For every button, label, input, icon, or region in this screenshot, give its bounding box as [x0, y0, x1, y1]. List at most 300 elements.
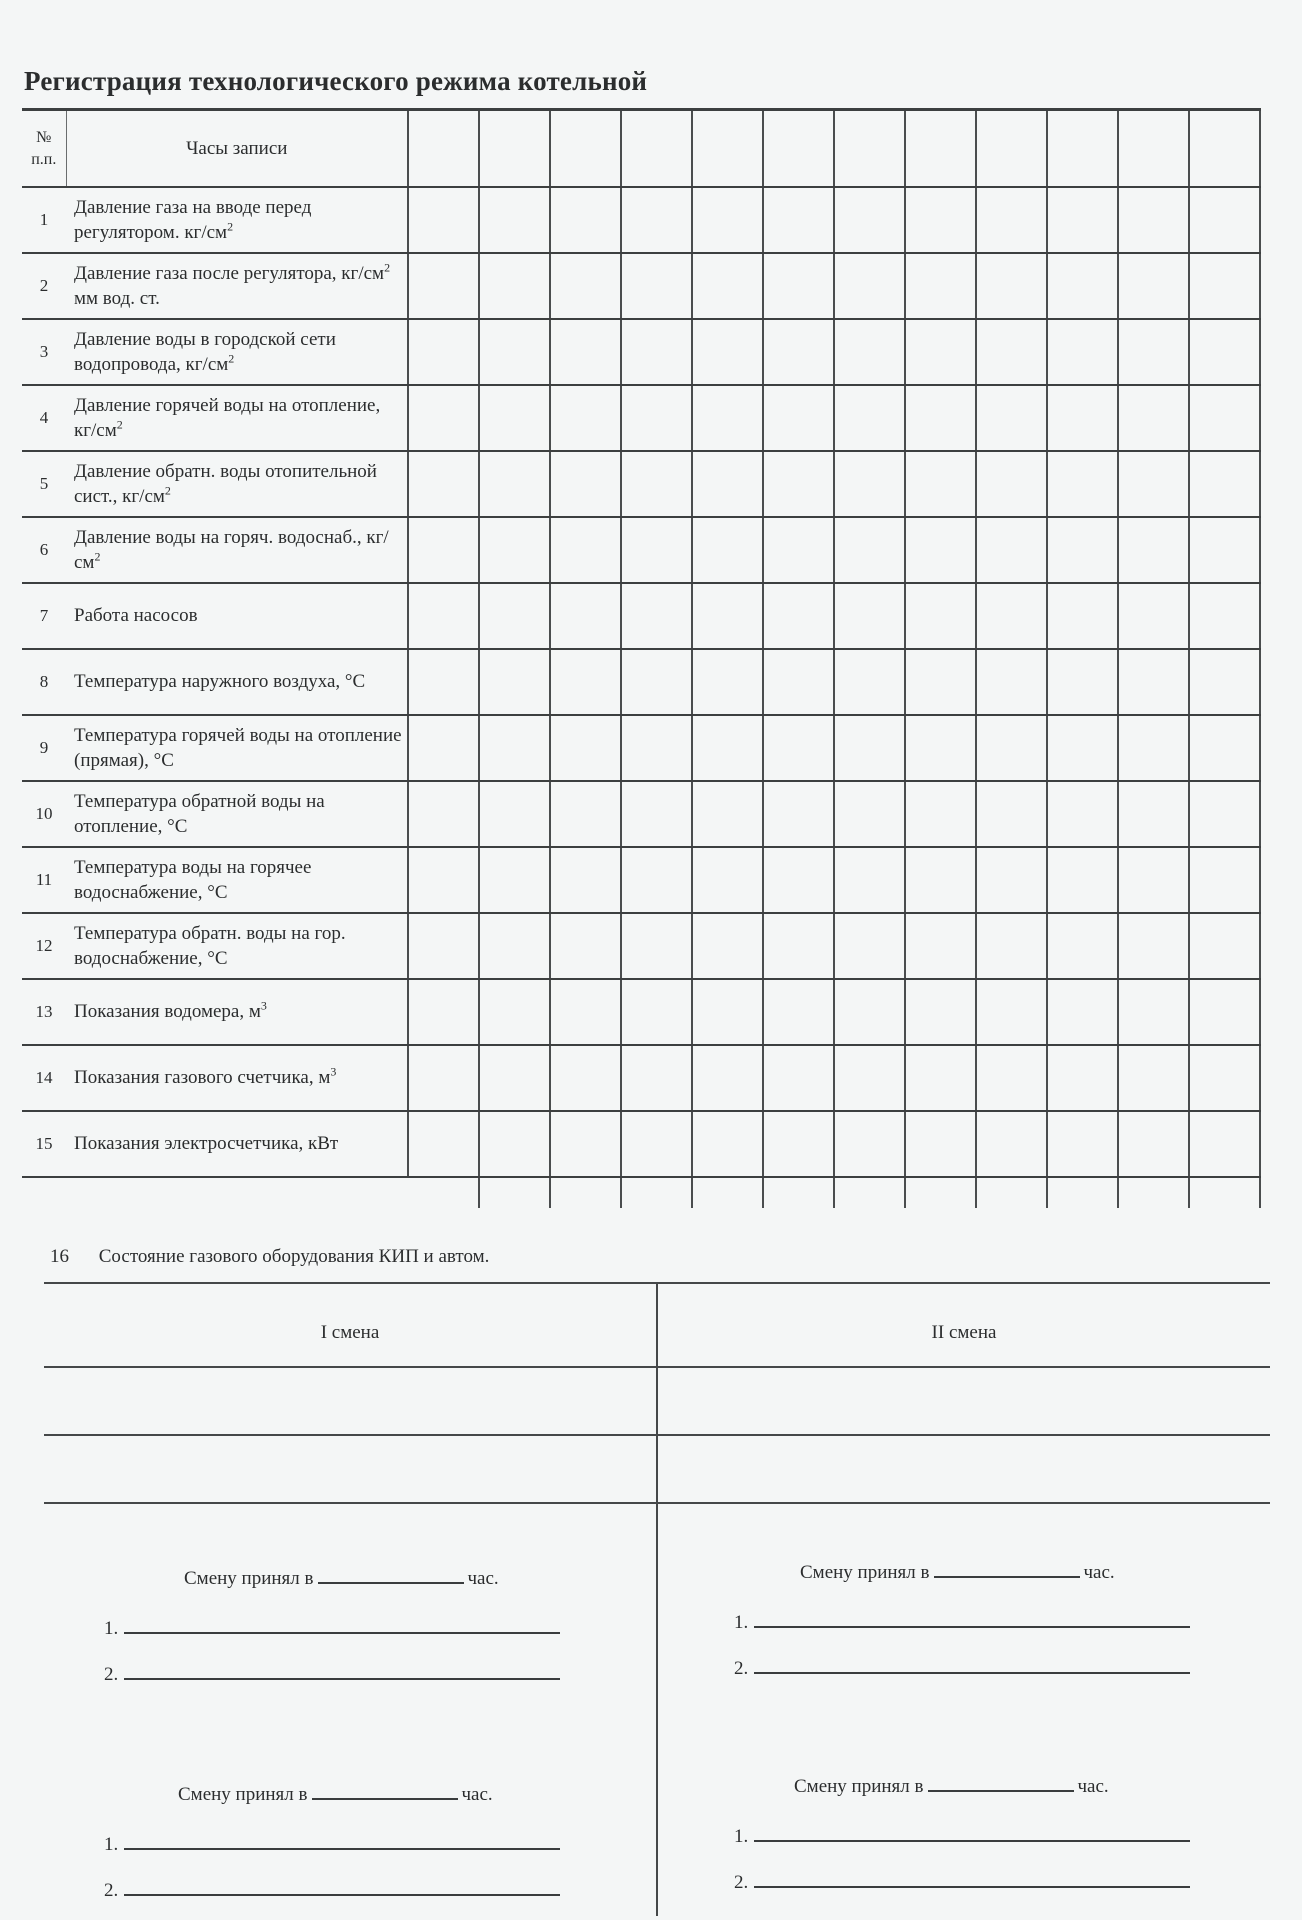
signature-blank[interactable] — [754, 1870, 1190, 1888]
reading-entry-cell[interactable] — [479, 1045, 550, 1111]
parameter-label — [66, 385, 408, 451]
item-16-number: 16 — [50, 1246, 69, 1267]
hour-entry-cell[interactable] — [1118, 110, 1189, 188]
reading-entry-cell[interactable] — [692, 385, 763, 451]
reading-entry-cell[interactable] — [692, 451, 763, 517]
handover-prefix: Смену принял в — [800, 1562, 930, 1583]
reading-entry-cell[interactable] — [834, 319, 905, 385]
signature-number: 1. — [104, 1618, 119, 1639]
reading-entry-cell[interactable] — [905, 517, 976, 583]
reading-entry-cell[interactable] — [763, 583, 834, 649]
reading-entry-cell[interactable] — [976, 1111, 1047, 1177]
reading-entry-cell[interactable] — [834, 979, 905, 1045]
row-number: 2 — [22, 253, 66, 319]
reading-entry-cell[interactable] — [408, 979, 479, 1045]
parameter-text: Температура горячей воды на отопление (прямая), °С — [74, 724, 402, 771]
reading-entry-cell[interactable] — [1118, 187, 1189, 253]
reading-entry-cell[interactable] — [905, 187, 976, 253]
reading-entry-cell[interactable] — [1047, 253, 1118, 319]
reading-entry-cell[interactable] — [408, 847, 479, 913]
reading-entry-cell[interactable] — [479, 385, 550, 451]
reading-entry-cell[interactable] — [1047, 715, 1118, 781]
reading-entry-cell[interactable] — [763, 913, 834, 979]
reading-entry-cell[interactable] — [763, 1111, 834, 1177]
hour-entry-cell[interactable] — [550, 110, 621, 188]
reading-entry-cell[interactable] — [479, 847, 550, 913]
reading-entry-cell[interactable] — [550, 1045, 621, 1111]
reading-entry-cell[interactable] — [408, 253, 479, 319]
reading-entry-cell[interactable] — [834, 781, 905, 847]
reading-entry-cell[interactable] — [1047, 781, 1118, 847]
row-number: 12 — [22, 913, 66, 979]
reading-entry-cell[interactable] — [763, 319, 834, 385]
reading-entry-cell[interactable] — [1118, 715, 1189, 781]
row-number: 3 — [22, 319, 66, 385]
reading-entry-cell[interactable] — [1118, 913, 1189, 979]
reading-entry-cell[interactable] — [1189, 715, 1260, 781]
reading-entry-cell[interactable] — [976, 385, 1047, 451]
signature-number: 1. — [104, 1834, 119, 1855]
row-number: 6 — [22, 517, 66, 583]
reading-entry-cell[interactable] — [905, 913, 976, 979]
parameter-label — [66, 1111, 408, 1177]
reading-entry-cell[interactable] — [1189, 319, 1260, 385]
reading-entry-cell[interactable] — [763, 385, 834, 451]
reading-entry-cell[interactable] — [692, 187, 763, 253]
reading-entry-cell[interactable] — [479, 649, 550, 715]
handover-time-line — [794, 1772, 1109, 1798]
reading-entry-cell[interactable] — [621, 187, 692, 253]
reading-entry-cell[interactable] — [905, 319, 976, 385]
reading-entry-cell[interactable] — [1118, 517, 1189, 583]
parameter-label — [66, 319, 408, 385]
reading-entry-cell[interactable] — [692, 583, 763, 649]
handover-time-line — [184, 1564, 499, 1590]
table-row — [22, 253, 1260, 319]
reading-entry-cell[interactable] — [621, 979, 692, 1045]
table-row — [22, 979, 1260, 1045]
reading-entry-cell[interactable] — [1118, 385, 1189, 451]
handover-time-blank[interactable] — [318, 1564, 464, 1584]
reading-entry-cell[interactable] — [763, 517, 834, 583]
handover-time-line — [800, 1558, 1115, 1584]
reading-entry-cell[interactable] — [550, 517, 621, 583]
reading-entry-cell[interactable] — [408, 913, 479, 979]
reading-entry-cell[interactable] — [1189, 979, 1260, 1045]
signature-line — [734, 1870, 1190, 1894]
hour-entry-cell[interactable] — [1189, 110, 1260, 188]
reading-entry-cell[interactable] — [621, 715, 692, 781]
reading-entry-cell[interactable] — [692, 979, 763, 1045]
reading-entry-cell[interactable] — [976, 517, 1047, 583]
reading-entry-cell[interactable] — [692, 517, 763, 583]
handover-time-line — [178, 1780, 493, 1806]
unit-superscript: 2 — [227, 219, 234, 234]
reading-entry-cell[interactable] — [763, 979, 834, 1045]
reading-entry-cell[interactable] — [479, 319, 550, 385]
parameter-text: Давление воды на горяч. водоснаб., кг/см — [74, 526, 389, 573]
reading-entry-cell[interactable] — [1118, 847, 1189, 913]
reading-entry-cell[interactable] — [408, 1111, 479, 1177]
reading-entry-cell[interactable] — [1047, 913, 1118, 979]
reading-entry-cell[interactable] — [905, 583, 976, 649]
hour-entry-cell[interactable] — [692, 110, 763, 188]
reading-entry-cell[interactable] — [692, 1111, 763, 1177]
reading-entry-cell[interactable] — [621, 517, 692, 583]
row-number: 5 — [22, 451, 66, 517]
row-number: 14 — [22, 1045, 66, 1111]
column-line-extension — [692, 1177, 763, 1208]
reading-entry-cell[interactable] — [1118, 649, 1189, 715]
table-row — [22, 451, 1260, 517]
unit-superscript: 2 — [228, 351, 235, 366]
table-row — [22, 517, 1260, 583]
reading-entry-cell[interactable] — [834, 451, 905, 517]
reading-entry-cell[interactable] — [479, 187, 550, 253]
signature-blank[interactable] — [124, 1662, 560, 1680]
reading-entry-cell[interactable] — [408, 781, 479, 847]
item-16-text: Состояние газового оборудования КИП и автом. — [98, 1246, 490, 1267]
reading-entry-cell[interactable] — [1189, 253, 1260, 319]
reading-entry-cell[interactable] — [550, 913, 621, 979]
reading-entry-cell[interactable] — [479, 781, 550, 847]
reading-entry-cell[interactable] — [905, 715, 976, 781]
reading-entry-cell[interactable] — [976, 451, 1047, 517]
parameter-label — [66, 451, 408, 517]
reading-entry-cell[interactable] — [550, 649, 621, 715]
table-row — [22, 319, 1260, 385]
reading-entry-cell[interactable] — [1047, 847, 1118, 913]
header-number-label: № п.п. — [31, 128, 57, 168]
signature-blank[interactable] — [124, 1878, 560, 1896]
signature-number: 1. — [734, 1826, 749, 1847]
hour-entry-cell[interactable] — [976, 110, 1047, 188]
reading-entry-cell[interactable] — [763, 187, 834, 253]
reading-entry-cell[interactable] — [550, 781, 621, 847]
signature-number: 2. — [104, 1880, 119, 1901]
table-row — [22, 649, 1260, 715]
handover-prefix: Смену принял в — [178, 1784, 308, 1805]
unit-superscript: 2 — [116, 417, 123, 432]
table-row — [22, 847, 1260, 913]
reading-entry-cell[interactable] — [1047, 1111, 1118, 1177]
reading-entry-cell[interactable] — [550, 385, 621, 451]
reading-entry-cell[interactable] — [1189, 1045, 1260, 1111]
signature-line — [734, 1824, 1190, 1848]
table-row — [22, 385, 1260, 451]
handover-prefix: Смену принял в — [184, 1568, 314, 1589]
reading-entry-cell[interactable] — [550, 1111, 621, 1177]
reading-entry-cell[interactable] — [976, 649, 1047, 715]
reading-entry-cell[interactable] — [692, 1045, 763, 1111]
reading-entry-cell[interactable] — [692, 319, 763, 385]
reading-entry-cell[interactable] — [905, 847, 976, 913]
reading-entry-cell[interactable] — [1189, 1111, 1260, 1177]
reading-entry-cell[interactable] — [834, 517, 905, 583]
signature-blank[interactable] — [754, 1824, 1190, 1842]
reading-entry-cell[interactable] — [479, 451, 550, 517]
reading-entry-cell[interactable] — [1047, 451, 1118, 517]
reading-entry-cell[interactable] — [1118, 253, 1189, 319]
table-row — [22, 583, 1260, 649]
reading-entry-cell[interactable] — [1047, 583, 1118, 649]
reading-entry-cell[interactable] — [692, 649, 763, 715]
reading-entry-cell[interactable] — [834, 715, 905, 781]
reading-entry-cell[interactable] — [905, 253, 976, 319]
reading-entry-cell[interactable] — [692, 715, 763, 781]
reading-entry-cell[interactable] — [1189, 583, 1260, 649]
parameter-text: Давление горячей воды на отопление, кг/см — [74, 394, 381, 441]
reading-entry-cell[interactable] — [479, 517, 550, 583]
signature-blank[interactable] — [124, 1832, 560, 1850]
reading-entry-cell[interactable] — [550, 715, 621, 781]
reading-entry-cell[interactable] — [1118, 583, 1189, 649]
reading-entry-cell[interactable] — [1189, 781, 1260, 847]
column-line-extension — [763, 1177, 834, 1208]
unit-superscript: 3 — [330, 1065, 337, 1080]
reading-entry-cell[interactable] — [976, 319, 1047, 385]
reading-entry-cell[interactable] — [834, 649, 905, 715]
parameter-text: Температура обратной воды на отопление, °С — [74, 790, 325, 837]
parameter-label — [66, 913, 408, 979]
row-number: 13 — [22, 979, 66, 1045]
parameter-text: Показания газового счетчика, м — [74, 1067, 331, 1089]
parameter-label — [66, 253, 408, 319]
handover-time-blank[interactable] — [928, 1772, 1074, 1792]
hour-entry-cell[interactable] — [763, 110, 834, 188]
reading-entry-cell[interactable] — [408, 1045, 479, 1111]
shift-column-divider — [656, 1282, 658, 1916]
reading-entry-cell[interactable] — [976, 187, 1047, 253]
parameter-text: Давление обратн. воды отопительной сист., кг/см — [74, 460, 377, 507]
reading-entry-cell[interactable] — [1118, 1111, 1189, 1177]
reading-entry-cell[interactable] — [763, 715, 834, 781]
row-number: 9 — [22, 715, 66, 781]
column-line-extension — [408, 1177, 479, 1208]
reading-entry-cell[interactable] — [621, 913, 692, 979]
parameter-text: Давление газа после регулятора, кг/см — [74, 262, 385, 284]
reading-entry-cell[interactable] — [1189, 187, 1260, 253]
column-line-extension — [621, 1177, 692, 1208]
signature-blank[interactable] — [754, 1610, 1190, 1628]
reading-entry-cell[interactable] — [479, 583, 550, 649]
reading-entry-cell[interactable] — [976, 253, 1047, 319]
reading-entry-cell[interactable] — [834, 187, 905, 253]
reading-entry-cell[interactable] — [1047, 319, 1118, 385]
reading-entry-cell[interactable] — [550, 583, 621, 649]
parameter-label — [66, 979, 408, 1045]
reading-entry-cell[interactable] — [976, 847, 1047, 913]
reading-entry-cell[interactable] — [621, 1045, 692, 1111]
reading-entry-cell[interactable] — [763, 649, 834, 715]
reading-entry-cell[interactable] — [550, 979, 621, 1045]
reading-entry-cell[interactable] — [834, 253, 905, 319]
reading-entry-cell[interactable] — [976, 1045, 1047, 1111]
reading-entry-cell[interactable] — [550, 187, 621, 253]
reading-entry-cell[interactable] — [834, 583, 905, 649]
handover-prefix: Смену принял в — [794, 1776, 924, 1797]
row-number: 11 — [22, 847, 66, 913]
reading-entry-cell[interactable] — [1189, 913, 1260, 979]
parameter-label — [66, 649, 408, 715]
reading-entry-cell[interactable] — [1189, 649, 1260, 715]
reading-entry-cell[interactable] — [763, 1045, 834, 1111]
reading-entry-cell[interactable] — [621, 847, 692, 913]
reading-entry-cell[interactable] — [692, 847, 763, 913]
reading-entry-cell[interactable] — [1047, 649, 1118, 715]
reading-entry-cell[interactable] — [834, 913, 905, 979]
reading-entry-cell[interactable] — [1047, 979, 1118, 1045]
reading-entry-cell[interactable] — [905, 781, 976, 847]
reading-entry-cell[interactable] — [550, 319, 621, 385]
reading-entry-cell[interactable] — [763, 781, 834, 847]
reading-entry-cell[interactable] — [1047, 517, 1118, 583]
reading-entry-cell[interactable] — [408, 385, 479, 451]
signature-number: 2. — [104, 1664, 119, 1685]
table-tail-row — [22, 1177, 1260, 1208]
column-line-extension — [905, 1177, 976, 1208]
reading-entry-cell[interactable] — [479, 1111, 550, 1177]
reading-entry-cell[interactable] — [1047, 187, 1118, 253]
reading-entry-cell[interactable] — [1118, 451, 1189, 517]
signature-number: 2. — [734, 1658, 749, 1679]
reading-entry-cell[interactable] — [550, 847, 621, 913]
header-hours-cell — [66, 110, 408, 188]
reading-entry-cell[interactable] — [1118, 979, 1189, 1045]
unit-superscript: 3 — [260, 999, 267, 1014]
reading-entry-cell[interactable] — [479, 715, 550, 781]
reading-entry-cell[interactable] — [763, 253, 834, 319]
reading-entry-cell[interactable] — [905, 979, 976, 1045]
reading-entry-cell[interactable] — [621, 253, 692, 319]
item-16 — [50, 1246, 489, 1268]
reading-entry-cell[interactable] — [1118, 319, 1189, 385]
reading-entry-cell[interactable] — [976, 913, 1047, 979]
reading-entry-cell[interactable] — [905, 1045, 976, 1111]
reading-entry-cell[interactable] — [408, 583, 479, 649]
row-number: 10 — [22, 781, 66, 847]
column-line-extension — [550, 1177, 621, 1208]
reading-entry-cell[interactable] — [834, 1111, 905, 1177]
parameter-label — [66, 187, 408, 253]
reading-entry-cell[interactable] — [1047, 1045, 1118, 1111]
reading-entry-cell[interactable] — [905, 451, 976, 517]
reading-entry-cell[interactable] — [834, 847, 905, 913]
reading-entry-cell[interactable] — [621, 583, 692, 649]
reading-entry-cell[interactable] — [479, 979, 550, 1045]
table-row — [22, 715, 1260, 781]
table-row — [22, 781, 1260, 847]
reading-entry-cell[interactable] — [621, 781, 692, 847]
reading-entry-cell[interactable] — [1189, 385, 1260, 451]
reading-entry-cell[interactable] — [976, 715, 1047, 781]
reading-entry-cell[interactable] — [621, 385, 692, 451]
reading-entry-cell[interactable] — [692, 253, 763, 319]
hour-entry-cell[interactable] — [479, 110, 550, 188]
row-number: 15 — [22, 1111, 66, 1177]
reading-entry-cell[interactable] — [763, 847, 834, 913]
column-line-extension — [834, 1177, 905, 1208]
reading-entry-cell[interactable] — [621, 319, 692, 385]
reading-entry-cell[interactable] — [763, 451, 834, 517]
reading-entry-cell[interactable] — [905, 649, 976, 715]
reading-entry-cell[interactable] — [905, 1111, 976, 1177]
handover-suffix: час. — [467, 1568, 499, 1589]
reading-entry-cell[interactable] — [1189, 847, 1260, 913]
reading-entry-cell[interactable] — [408, 451, 479, 517]
reading-entry-cell[interactable] — [408, 187, 479, 253]
parameter-label — [66, 517, 408, 583]
parameter-text: Показания электросчетчика, кВт — [74, 1133, 339, 1155]
parameter-text-suffix: мм вод. ст. — [74, 288, 160, 309]
reading-entry-cell[interactable] — [1047, 385, 1118, 451]
reading-entry-cell[interactable] — [976, 781, 1047, 847]
hour-entry-cell[interactable] — [408, 110, 479, 188]
reading-entry-cell[interactable] — [834, 1045, 905, 1111]
signature-line — [734, 1610, 1190, 1634]
reading-entry-cell[interactable] — [976, 583, 1047, 649]
reading-entry-cell[interactable] — [621, 451, 692, 517]
column-line-extension — [1189, 1177, 1260, 1208]
reading-entry-cell[interactable] — [692, 913, 763, 979]
signature-blank[interactable] — [754, 1656, 1190, 1674]
parameter-text: Показания водомера, м — [74, 1001, 261, 1023]
parameter-text: Температура воды на горячее водоснабжение, °С — [74, 856, 312, 903]
tail-spacer — [22, 1177, 408, 1208]
reading-entry-cell[interactable] — [408, 517, 479, 583]
reading-entry-cell[interactable] — [408, 319, 479, 385]
reading-entry-cell[interactable] — [408, 649, 479, 715]
unit-superscript: 2 — [94, 549, 101, 564]
handover-time-blank[interactable] — [934, 1558, 1080, 1578]
signature-number: 2. — [734, 1872, 749, 1893]
reading-entry-cell[interactable] — [621, 1111, 692, 1177]
hour-entry-cell[interactable] — [834, 110, 905, 188]
reading-entry-cell[interactable] — [550, 253, 621, 319]
reading-entry-cell[interactable] — [692, 781, 763, 847]
parameter-label — [66, 715, 408, 781]
parameter-label — [66, 781, 408, 847]
signature-line — [734, 1656, 1190, 1680]
hour-entry-cell[interactable] — [621, 110, 692, 188]
column-line-extension — [976, 1177, 1047, 1208]
parameter-text: Температура наружного воздуха, °С — [74, 671, 366, 693]
handover-time-blank[interactable] — [312, 1780, 458, 1800]
hour-entry-cell[interactable] — [1047, 110, 1118, 188]
signature-blank[interactable] — [124, 1616, 560, 1634]
reading-entry-cell[interactable] — [1118, 781, 1189, 847]
column-line-extension — [479, 1177, 550, 1208]
shift-2-label: II смена — [931, 1322, 997, 1343]
row-number: 4 — [22, 385, 66, 451]
hour-entry-cell[interactable] — [905, 110, 976, 188]
reading-entry-cell[interactable] — [905, 385, 976, 451]
reading-entry-cell[interactable] — [408, 715, 479, 781]
reading-entry-cell[interactable] — [1118, 1045, 1189, 1111]
reading-entry-cell[interactable] — [834, 385, 905, 451]
row-number: 7 — [22, 583, 66, 649]
reading-entry-cell[interactable] — [479, 253, 550, 319]
reading-entry-cell[interactable] — [479, 913, 550, 979]
reading-entry-cell[interactable] — [1189, 517, 1260, 583]
reading-entry-cell[interactable] — [976, 979, 1047, 1045]
reading-entry-cell[interactable] — [550, 451, 621, 517]
row-number: 8 — [22, 649, 66, 715]
reading-entry-cell[interactable] — [1189, 451, 1260, 517]
table-row — [22, 1111, 1260, 1177]
reading-entry-cell[interactable] — [621, 649, 692, 715]
table-row — [22, 913, 1260, 979]
